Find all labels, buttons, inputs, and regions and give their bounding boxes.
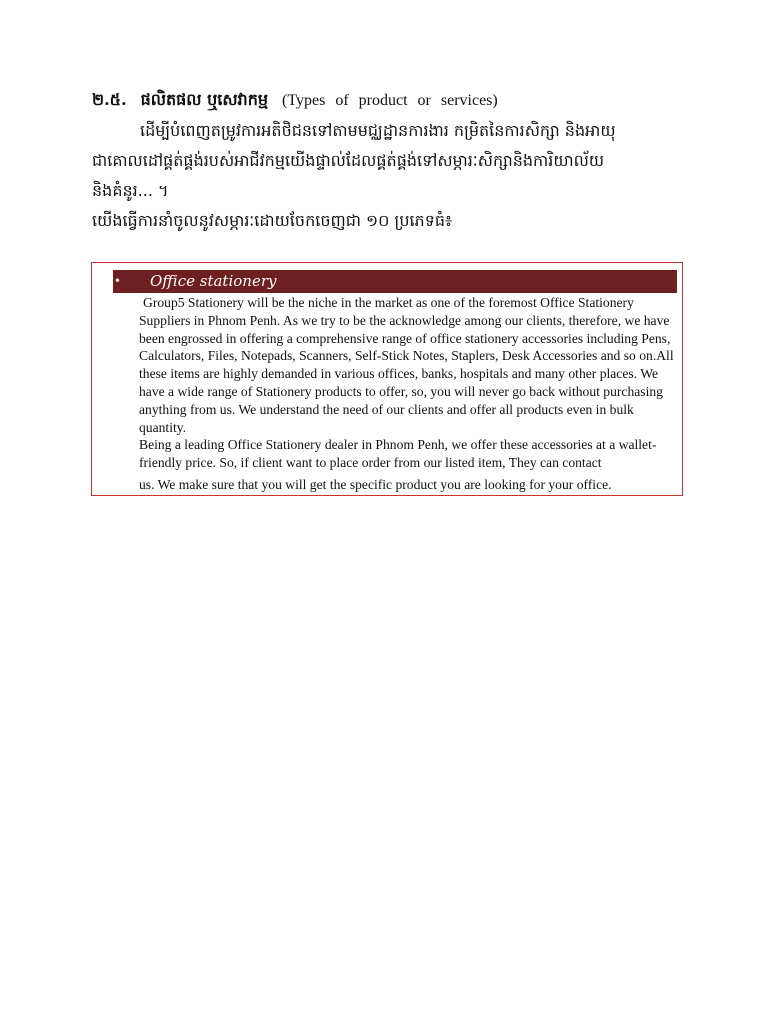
intro-line-3: និងគំនូរ... ។ [92,181,169,200]
section-title-khmer: ផលិតផល ឬសេវាកម្ម [140,90,269,109]
intro-line-2: ជាគោលដៅផ្គត់ផ្គង់របស់អាជីវកម្មយើងផ្ទាល់ដែលផ្គត់ផ្គង់ទៅសម្ភារៈសិក្សានិងការិយាល័យ [92,151,605,170]
bullet-icon: • [115,274,120,289]
item-paragraph-1: Group5 Stationery will be the niche in the market as one of the foremost Office Stationery Suppliers in Phnom Penh. As we try to be the acknowledge among our clients, therefore, we have been engrossed in offering a comprehensive range of office stationery accessories including Pens, Calculators, Files, Notepads, Scanners, Self-Stick Notes, Staplers, Desk Accessories and so on.All these items are highly demanded in various offices, banks, hospitals and many other places. We have a wide range of Stationery products to offer, so, you will never go back without purchasing anything from us. We understand the need of our clients and offer all products even in bulk quantity. [139,295,674,435]
intro-line-1: ដើម្បីបំពេញតម្រូវការអតិថិជនទៅតាមមជ្ឈដ្ឋានការងារ កម្រិតនៃការសិក្សា និងអាយុ [140,121,616,140]
intro-line-4: យើងធ្វើការនាំចូលនូវសម្ភារៈដោយចែកចេញជា ១០ ប្រភេទធំ៖ [92,211,453,230]
item-paragraph-2-last-line: us. We make sure that you will get the specific product you are looking for your office. [139,476,612,492]
item-paragraph-2: Being a leading Office Stationery dealer in Phnom Penh, we offer these accessories at a wallet-friendly price. So, if client want to place order from our listed item, They can contact [139,437,657,471]
section-title-english: (Types of product or services) [282,92,498,109]
item-description [139,294,679,494]
item-title: Office stationery [150,272,277,290]
section-heading [92,88,692,113]
section-number: ២.៥. [92,90,127,109]
